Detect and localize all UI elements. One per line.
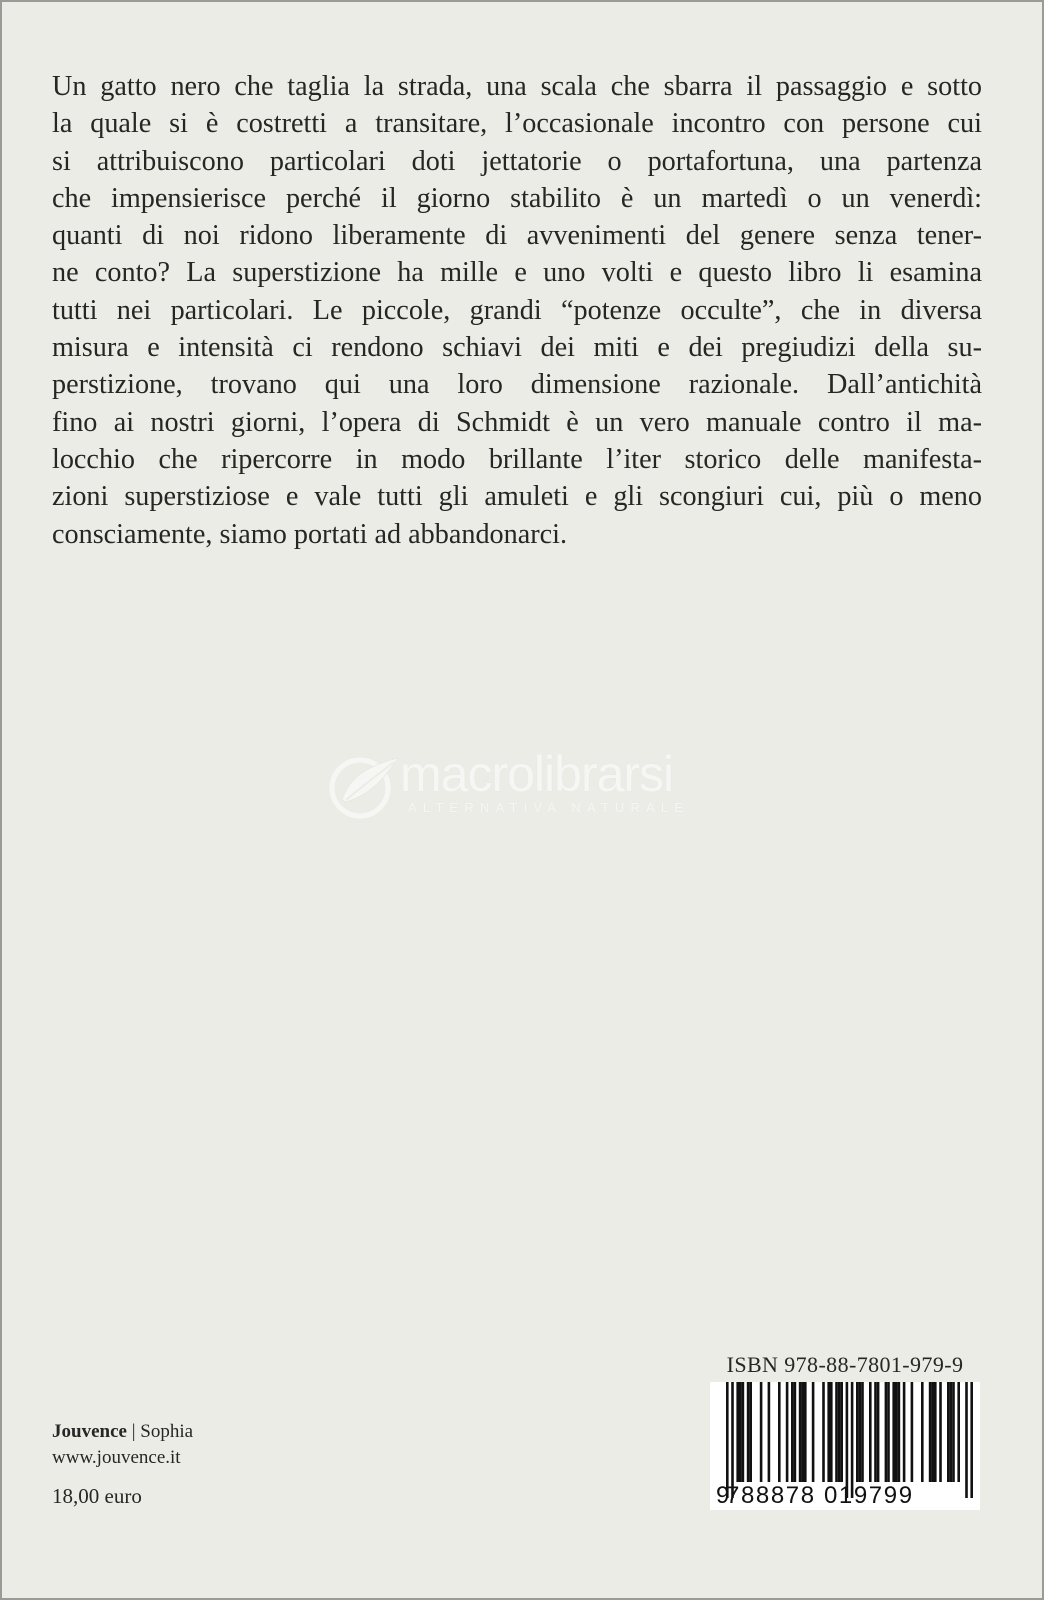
barcode-bar: [838, 1382, 841, 1482]
barcode-bar: [726, 1382, 729, 1498]
blurb-line: perstizione, trovano qui una loro dimensione razionale. Dall’antichità: [52, 369, 982, 401]
barcode-bar: [874, 1382, 877, 1482]
barcode-bar: [835, 1382, 838, 1482]
price: 18,00 euro: [52, 1484, 142, 1508]
barcode-bar: [952, 1382, 955, 1482]
barcode-bar: [877, 1382, 880, 1482]
barcode-bar: [749, 1382, 752, 1482]
blurb-line: tutti nei particolari. Le piccole, grandi “potenze occulte”, che in diversa: [52, 294, 982, 326]
barcode-bar: [812, 1382, 815, 1482]
barcode-bar: [822, 1382, 825, 1482]
blurb-line: consciamente, siamo portati ad abbandonarci.: [52, 518, 568, 550]
blurb-line: quanti di noi ridono liberamente di avvenimenti del genere senza tener-: [52, 220, 982, 252]
barcode-bar: [957, 1382, 960, 1482]
barcode-bar: [742, 1382, 745, 1482]
barcode-bar: [794, 1382, 797, 1482]
barcode-bar: [851, 1382, 854, 1498]
barcode-bar: [903, 1382, 906, 1482]
barcode-bar: [895, 1382, 898, 1482]
barcode-bar: [929, 1382, 932, 1482]
barcode-bar: [786, 1382, 789, 1482]
barcode-bar: [768, 1382, 771, 1482]
barcode-bar: [921, 1382, 924, 1482]
barcode-bar: [861, 1382, 864, 1482]
barcode-bar: [950, 1382, 953, 1482]
barcode-bar: [947, 1382, 950, 1482]
publisher-website: www.jouvence.it: [52, 1447, 181, 1468]
watermark-tagline: ALTERNATIVA NATURALE: [408, 800, 690, 815]
blurb-line: misura e intensità ci rendono schiavi dei miti e dei pregiudizi della su-: [52, 332, 982, 364]
barcode-bar: [970, 1382, 973, 1498]
watermark-name: macrolibrarsi: [400, 746, 674, 802]
barcode-bar: [885, 1382, 888, 1482]
barcode-bar: [747, 1382, 750, 1482]
barcode-bar: [898, 1382, 901, 1482]
barcode-bar: [856, 1382, 859, 1482]
barcode-bar: [791, 1382, 794, 1482]
barcode-bar: [869, 1382, 872, 1482]
barcode-bar: [830, 1382, 833, 1482]
barcode-bar: [859, 1382, 862, 1482]
barcode-bar: [840, 1382, 843, 1482]
barcode-bar: [887, 1382, 890, 1482]
barcode-lead-digit: 9: [716, 1482, 730, 1509]
barcode-bar: [799, 1382, 802, 1482]
publisher-imprint: Sophia: [140, 1421, 194, 1442]
blurb-line: zioni superstiziose e vale tutti gli amuleti e gli scongiuri cui, più o meno: [52, 481, 982, 513]
leaf-logo-icon: [322, 750, 406, 820]
blurb-line: si attribuiscono particolari doti jettatorie o portafortuna, una partenza: [52, 145, 982, 177]
watermark: [322, 744, 722, 834]
barcode-bar: [804, 1382, 807, 1482]
barcode-bar: [892, 1382, 895, 1482]
barcode-bar: [931, 1382, 934, 1482]
barcode: [710, 1382, 980, 1510]
isbn-label: ISBN 978-88-7801-979-9: [726, 1352, 964, 1377]
barcode-bar: [739, 1382, 742, 1482]
blurb-line: ne conto? La superstizione ha mille e uno volti e questo libro li esamina: [52, 257, 982, 289]
barcode-bar: [801, 1382, 804, 1482]
blurb-line: locchio che ripercorre in modo brillante l’iter storico delle manifesta-: [52, 443, 982, 475]
barcode-bar: [846, 1382, 849, 1498]
barcode-bar: [911, 1382, 914, 1482]
barcode-bar: [965, 1382, 968, 1498]
blurb-line: Un gatto nero che taglia la strada, una scala che sbarra il passaggio e sotto: [52, 71, 982, 102]
barcode-bar: [778, 1382, 781, 1482]
blurb-line: che impensierisce perché il giorno stabilito è un martedì o un venerdì:: [52, 182, 982, 214]
barcode-bar: [939, 1382, 942, 1482]
barcode-bar: [934, 1382, 937, 1482]
blurb-line: la quale si è costretti a transitare, l’occasionale incontro con persone cui: [52, 108, 982, 140]
barcode-bar: [736, 1382, 739, 1482]
blurb-line: fino ai nostri giorni, l’opera di Schmidt è un vero manuale contro il ma-: [52, 406, 982, 438]
publisher-name: Jouvence: [52, 1421, 127, 1442]
barcode-bar: [731, 1382, 734, 1498]
cover-blurb: [52, 68, 982, 553]
barcode-bar: [827, 1382, 830, 1482]
publisher-line: [52, 1420, 193, 1444]
publisher-separator: |: [126, 1421, 141, 1442]
barcode-bar: [760, 1382, 763, 1482]
barcode-digits: 788878 019799: [726, 1482, 914, 1509]
